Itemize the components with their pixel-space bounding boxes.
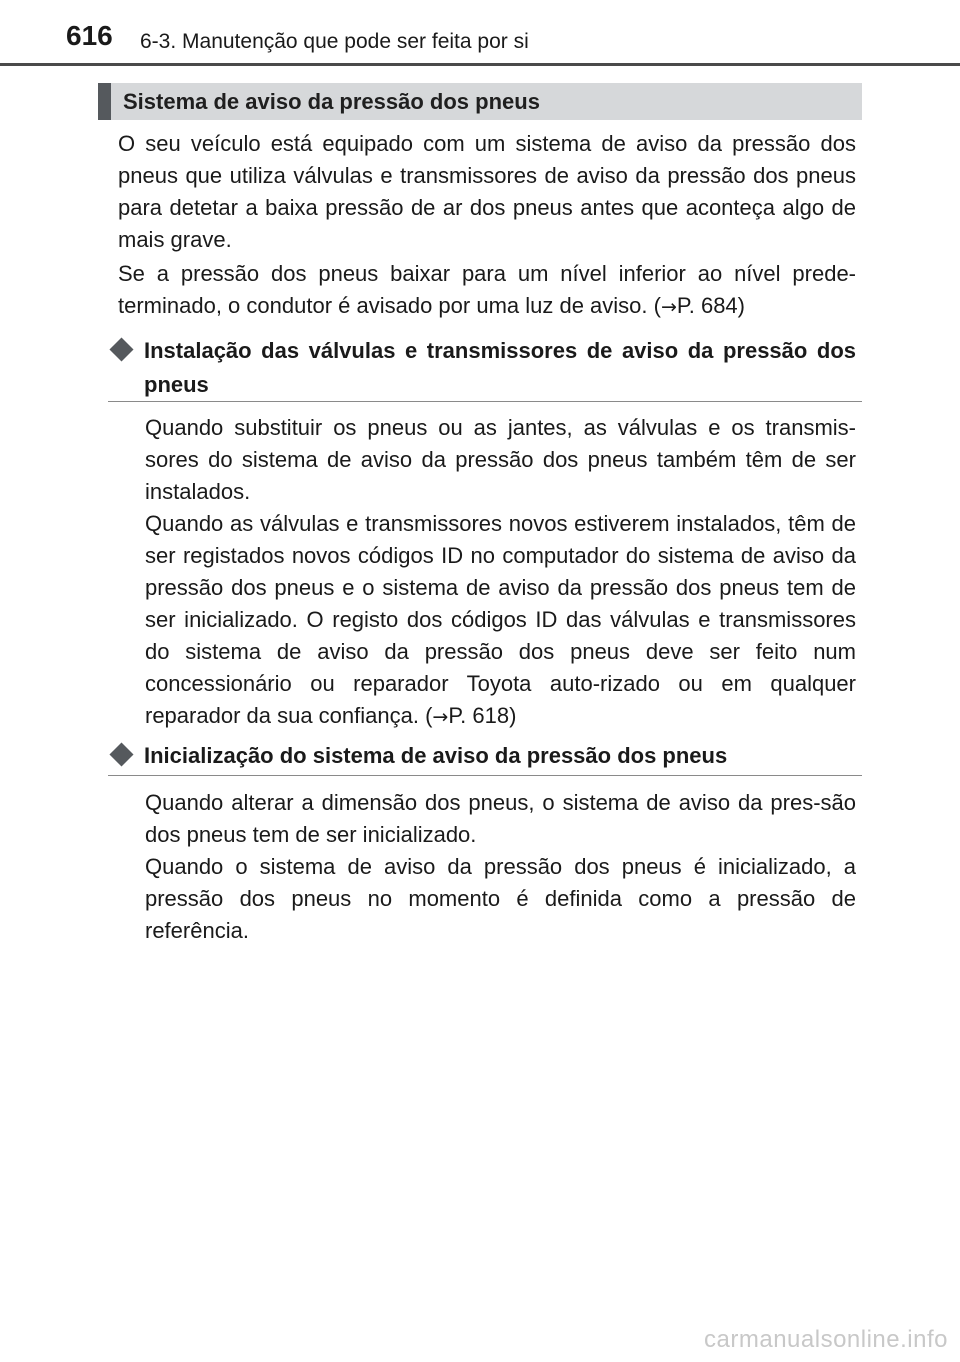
intro-paragraph: O seu veículo está equipado com um sistema de aviso da pressão dos pneus que utiliza válvulas e transmissores de aviso da pressão dos pneus para detetar a baixa pressão de ar dos pneus antes que aconteça algo de mais grave.: [118, 131, 856, 252]
section-title-bar: [98, 83, 862, 120]
arrow-icon: →: [660, 296, 677, 318]
diamond-icon: [109, 337, 133, 361]
initialization-paragraph-2: Quando o sistema de aviso da pressão dos pneus é inicializado, a pressão dos pneus no momento é definida como a pressão de referência.: [145, 854, 856, 943]
chapter-title: 6-3. Manutenção que pode ser feita por si: [140, 30, 529, 53]
subsection-heading-installation: [108, 334, 862, 402]
page-number: 616: [66, 20, 113, 51]
page-reference-link[interactable]: P. 618): [448, 703, 517, 728]
subsection-title: Inicialização do sistema de aviso da pressão dos pneus: [144, 743, 728, 768]
arrow-icon: →: [432, 706, 449, 728]
warning-text: Se a pressão dos pneus baixar para um nível inferior ao nível prede-terminado, o condutor é avisado por uma luz de aviso. (: [118, 261, 856, 318]
section-title: Sistema de aviso da pressão dos pneus: [123, 89, 540, 114]
initialization-paragraph-1: Quando alterar a dimensão dos pneus, o sistema de aviso da pres-são dos pneus tem de ser inicializado.: [145, 790, 856, 847]
subsection-title: Instalação das válvulas e transmissores de aviso da pressão dos pneus: [144, 338, 856, 397]
page-header: [0, 0, 960, 66]
footer-watermark: carmanualsonline.info: [704, 1326, 948, 1353]
installation-paragraph-2-text: Quando as válvulas e transmissores novos estiverem instalados, têm de ser registados novos códigos ID no computador do sistema de aviso da pressão dos pneus e o sistema de aviso da pressão dos pneus tem de ser inicializado. O registo dos códigos ID das válvulas e transmissores do sistema de aviso da pressão dos pneus deve ser feito num concessionário ou reparador Toyota auto-rizado ou em qualquer reparador da sua confiança. (: [145, 511, 856, 728]
warning-paragraph: [118, 258, 856, 323]
page-reference-link[interactable]: P. 684): [676, 293, 745, 318]
installation-paragraph-2: [145, 508, 856, 733]
installation-paragraph-1: Quando substituir os pneus ou as jantes, as válvulas e os transmis-sores do sistema de aviso da pressão dos pneus também têm de ser instalados.: [145, 415, 856, 504]
diamond-icon: [109, 742, 133, 766]
subsection-heading-initialization: [108, 739, 862, 776]
